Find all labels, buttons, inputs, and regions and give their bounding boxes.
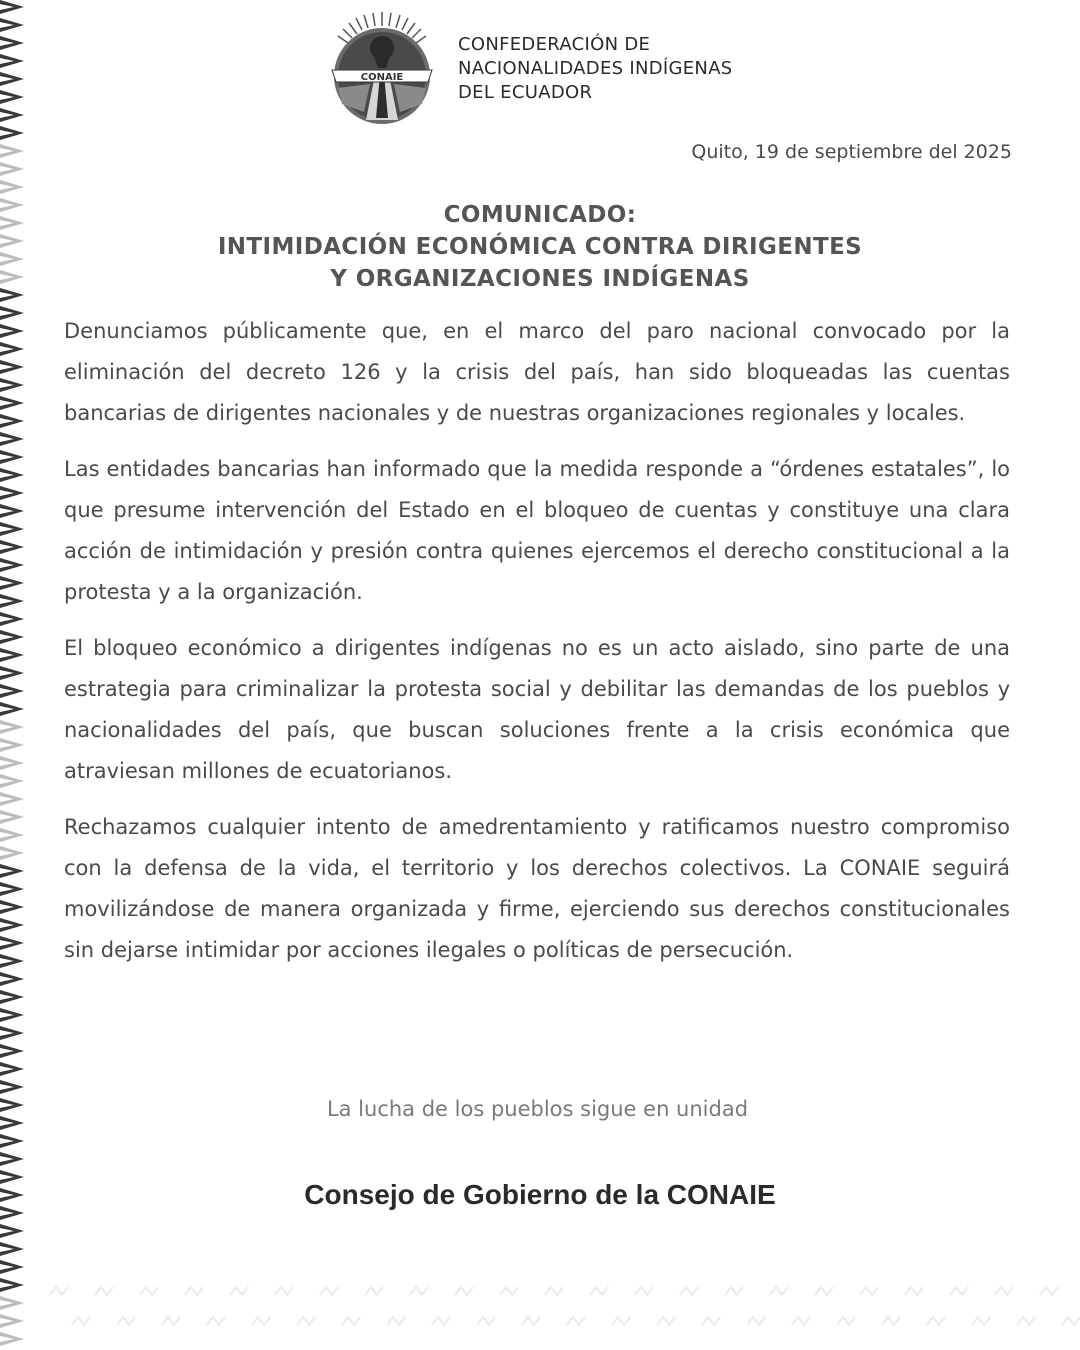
- border-chevron: [0, 720, 24, 734]
- border-chevron: [0, 486, 24, 500]
- pattern-motif: [860, 1287, 878, 1295]
- pattern-motif: [950, 1287, 968, 1295]
- border-chevron: [0, 0, 24, 14]
- pattern-motif: [410, 1287, 428, 1295]
- pattern-motif: [770, 1287, 788, 1295]
- border-chevron: [0, 1044, 24, 1058]
- pattern-motif: [1040, 1287, 1058, 1295]
- pattern-motif: [162, 1317, 180, 1325]
- border-chevron: [0, 1062, 24, 1076]
- border-chevron: [0, 1260, 24, 1274]
- conaie-emblem-icon: [324, 8, 440, 126]
- pattern-motif: [545, 1287, 563, 1295]
- pattern-motif: [680, 1287, 698, 1295]
- border-chevron: [0, 270, 24, 284]
- border-chevron: [0, 612, 24, 626]
- org-name-line-2: NACIONALIDADES INDÍGENAS: [458, 58, 733, 79]
- border-chevron: [0, 468, 24, 482]
- pattern-motif: [140, 1287, 158, 1295]
- border-chevron: [0, 108, 24, 122]
- border-chevron: [0, 288, 24, 302]
- border-chevron: [0, 198, 24, 212]
- title-line-1: COMUNICADO:: [443, 202, 637, 228]
- pattern-motif: [657, 1317, 675, 1325]
- border-chevron: [0, 36, 24, 50]
- border-chevron: [0, 666, 24, 680]
- border-chevron: [0, 1278, 24, 1292]
- border-chevron: [0, 126, 24, 140]
- border-chevron: [0, 792, 24, 806]
- border-chevron: [0, 234, 24, 248]
- pattern-motif: [185, 1287, 203, 1295]
- border-chevron: [0, 306, 24, 320]
- border-chevron: [0, 1242, 24, 1256]
- pattern-motif: [747, 1317, 765, 1325]
- border-chevron: [0, 1026, 24, 1040]
- border-chevron: [0, 1134, 24, 1148]
- border-chevron: [0, 576, 24, 590]
- pattern-motif: [635, 1287, 653, 1295]
- pattern-motif: [995, 1287, 1013, 1295]
- border-chevron: [0, 216, 24, 230]
- border-chevron: [0, 756, 24, 770]
- pattern-motif: [432, 1317, 450, 1325]
- document-body: [64, 311, 1010, 986]
- border-chevron: [0, 342, 24, 356]
- pattern-motif: [792, 1317, 810, 1325]
- pattern-motif: [725, 1287, 743, 1295]
- body-paragraph-2: Las entidades bancarias han informado que la medida responde a “órdenes estatales”, lo que presume intervención del Estado en el bloqueo de cuentas y constituye una clara acción de intimidación y presión contra quienes ejercemos el derecho constitucional a la protesta y a la organización.: [64, 457, 1010, 604]
- pattern-motif: [252, 1317, 270, 1325]
- border-chevron: [0, 450, 24, 464]
- pattern-motif: [95, 1287, 113, 1295]
- border-chevron: [0, 810, 24, 824]
- pattern-motif: [702, 1317, 720, 1325]
- body-paragraph-4: Rechazamos cualquier intento de amedrentamiento y ratificamos nuestro compromiso con la defensa de la vida, el territorio y los derechos colectivos. La CONAIE seguirá movilizándose de manera organizada y firme, ejerciendo sus derechos constitucionales sin dejarse intimidar por acciones ilegales o políticas de persecución.: [64, 815, 1010, 962]
- border-chevron: [0, 990, 24, 1004]
- pattern-motif: [1017, 1317, 1035, 1325]
- pattern-motif: [837, 1317, 855, 1325]
- border-chevron: [0, 144, 24, 158]
- border-chevron: [0, 1332, 24, 1346]
- body-paragraph-1: Denunciamos públicamente que, en el marco del paro nacional convocado por la eliminación del decreto 126 y la crisis del país, han sido bloqueadas las cuentas bancarias de dirigentes nacionales y de nuestras organizaciones regionales y locales.: [64, 319, 1010, 425]
- pattern-motif: [882, 1317, 900, 1325]
- pattern-motif: [567, 1317, 585, 1325]
- border-chevron: [0, 558, 24, 572]
- decorative-bottom-pattern: [30, 1280, 1080, 1350]
- pattern-motif: [905, 1287, 923, 1295]
- pattern-motif: [815, 1287, 833, 1295]
- org-name-line-3: DEL ECUADOR: [458, 82, 593, 103]
- document-date: Quito, 19 de septiembre del 2025: [691, 141, 1012, 163]
- border-chevron: [0, 972, 24, 986]
- pattern-motif: [477, 1317, 495, 1325]
- border-chevron: [0, 504, 24, 518]
- pattern-motif: [972, 1317, 990, 1325]
- pattern-motif: [1062, 1317, 1080, 1325]
- pattern-motif: [230, 1287, 248, 1295]
- border-chevron: [0, 702, 24, 716]
- title-line-3: Y ORGANIZACIONES INDÍGENAS: [330, 266, 750, 292]
- border-chevron: [0, 162, 24, 176]
- pattern-motif: [342, 1317, 360, 1325]
- border-chevron: [0, 18, 24, 32]
- border-chevron: [0, 540, 24, 554]
- border-chevron: [0, 522, 24, 536]
- pattern-motif: [387, 1317, 405, 1325]
- border-chevron: [0, 396, 24, 410]
- border-chevron: [0, 864, 24, 878]
- border-chevron: [0, 90, 24, 104]
- border-chevron: [0, 1152, 24, 1166]
- border-chevron: [0, 1296, 24, 1310]
- border-chevron: [0, 828, 24, 842]
- border-chevron: [0, 324, 24, 338]
- border-chevron: [0, 684, 24, 698]
- border-chevron: [0, 432, 24, 446]
- pattern-motif: [612, 1317, 630, 1325]
- border-chevron: [0, 54, 24, 68]
- border-chevron: [0, 1224, 24, 1238]
- border-chevron: [0, 900, 24, 914]
- signature: Consejo de Gobierno de la CONAIE: [304, 1179, 776, 1210]
- border-chevron: [0, 774, 24, 788]
- border-chevron: [0, 630, 24, 644]
- border-chevron: [0, 738, 24, 752]
- pattern-motif: [455, 1287, 473, 1295]
- border-chevron: [0, 882, 24, 896]
- pattern-motif: [365, 1287, 383, 1295]
- pattern-motif: [320, 1287, 338, 1295]
- border-chevron: [0, 360, 24, 374]
- decorative-zigzag-border: [0, 0, 30, 1350]
- border-chevron: [0, 252, 24, 266]
- body-paragraph-3: El bloqueo económico a dirigentes indígenas no es un acto aislado, sino parte de una estrategia para criminalizar la protesta social y debilitar las demandas de los pueblos y nacionalidades del país, que buscan soluciones frente a la crisis económica que atraviesan millones de ecuatorianos.: [64, 636, 1010, 783]
- pattern-motif: [297, 1317, 315, 1325]
- logo-text: CONAIE: [360, 72, 404, 83]
- border-chevron: [0, 648, 24, 662]
- border-chevron: [0, 918, 24, 932]
- motto: La lucha de los pueblos sigue en unidad: [326, 1097, 749, 1121]
- border-chevron: [0, 72, 24, 86]
- border-chevron: [0, 378, 24, 392]
- border-chevron: [0, 936, 24, 950]
- pattern-motif: [50, 1287, 68, 1295]
- pattern-motif: [275, 1287, 293, 1295]
- pattern-motif: [72, 1317, 90, 1325]
- pattern-motif: [590, 1287, 608, 1295]
- pattern-motif: [500, 1287, 518, 1295]
- title-line-2: INTIMIDACIÓN ECONÓMICA CONTRA DIRIGENTES: [217, 234, 863, 260]
- pattern-motif: [522, 1317, 540, 1325]
- border-chevron: [0, 414, 24, 428]
- border-chevron: [0, 1008, 24, 1022]
- organization-name: [458, 33, 733, 105]
- document-title: [40, 199, 1040, 295]
- pattern-motif: [207, 1317, 225, 1325]
- border-chevron: [0, 1314, 24, 1328]
- border-chevron: [0, 846, 24, 860]
- border-chevron: [0, 594, 24, 608]
- border-chevron: [0, 180, 24, 194]
- org-name-line-1: CONFEDERACIÓN DE: [458, 34, 651, 55]
- pattern-motif: [927, 1317, 945, 1325]
- border-chevron: [0, 1080, 24, 1094]
- border-chevron: [0, 954, 24, 968]
- pattern-motif: [117, 1317, 135, 1325]
